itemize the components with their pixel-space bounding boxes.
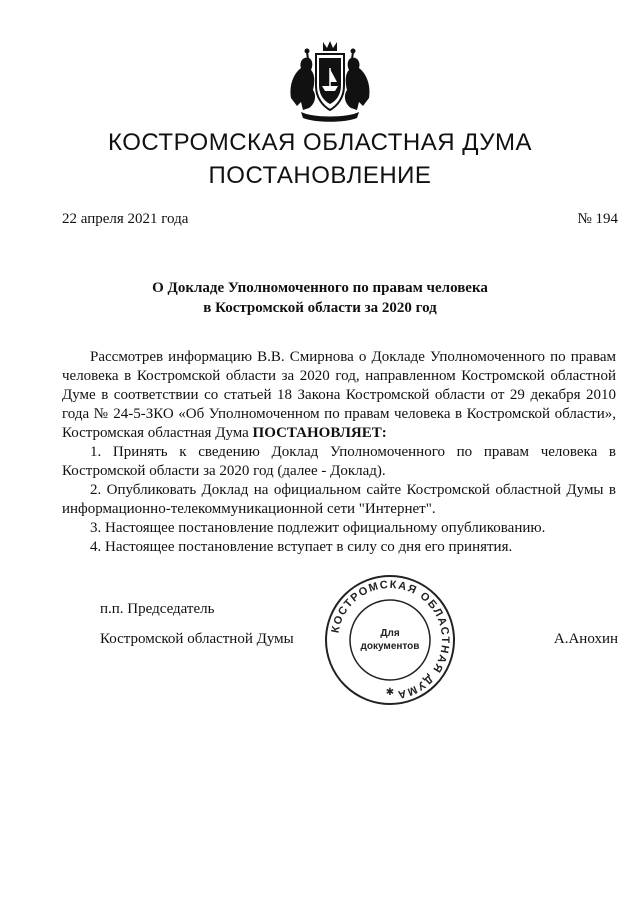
document-date: 22 апреля 2021 года <box>62 211 189 227</box>
document-body <box>62 348 616 557</box>
resolution-item-4: 4. Настоящее постановление вступает в силу со дня его принятия. <box>90 539 513 555</box>
subject-line-2: в Костромской области за 2020 год <box>203 300 437 316</box>
decree-word: ПОСТАНОВЛЯЕТ: <box>252 425 387 441</box>
stamp-star-icon: ✱ <box>385 687 395 698</box>
resolution-item-2: 2. Опубликовать Доклад на официальном сайте Костромской областной Думы в информационно-телекоммуникационной сети "Интернет". <box>62 482 616 517</box>
resolution-item-1: 1. Принять к сведению Доклад Уполномоченного по правам человека в Костромской области за 2020 год (далее - Доклад). <box>62 444 616 479</box>
stamp-ring-text: КОСТРОМСКАЯ ОБЛАСТНАЯ ДУМА <box>329 578 452 701</box>
stamp-inner-line-2: документов <box>360 641 420 652</box>
organization-title: КОСТРОМСКАЯ ОБЛАСТНАЯ ДУМА <box>108 129 532 156</box>
signatory-position-line-1: п.п. Председатель <box>100 601 215 617</box>
intro-text: Рассмотрев информацию В.В. Смирнова о Докладе Уполномоченного по правам человека в Костромской области за 2020 год, направленном Костромской областной Думе в соответствии со статьей 18 Закона Костромской области от 29 декабря 2010 года № 24-5-ЗКО «Об Уполномоченном по правам человека в Костромской области», Костромская областная Дума <box>62 349 616 441</box>
stamp-inner-line-1: Для <box>380 628 400 639</box>
document-number: № 194 <box>577 211 618 227</box>
intro-paragraph <box>62 348 616 443</box>
signatory-position-line-2: Костромской областной Думы <box>100 631 294 647</box>
document-type-title: ПОСТАНОВЛЕНИЕ <box>208 162 432 189</box>
resolution-item-3: 3. Настоящее постановление подлежит официальному опубликованию. <box>90 520 546 536</box>
subject-line-1: О Докладе Уполномоченного по правам человека <box>152 280 488 296</box>
svg-text:КОСТРОМСКАЯ ОБЛАСТНАЯ ДУМА <box>329 579 451 701</box>
official-stamp <box>322 572 458 708</box>
signatory-name: А.Анохин <box>553 631 618 647</box>
coat-of-arms-emblem <box>287 38 373 124</box>
document-subject <box>0 278 640 318</box>
